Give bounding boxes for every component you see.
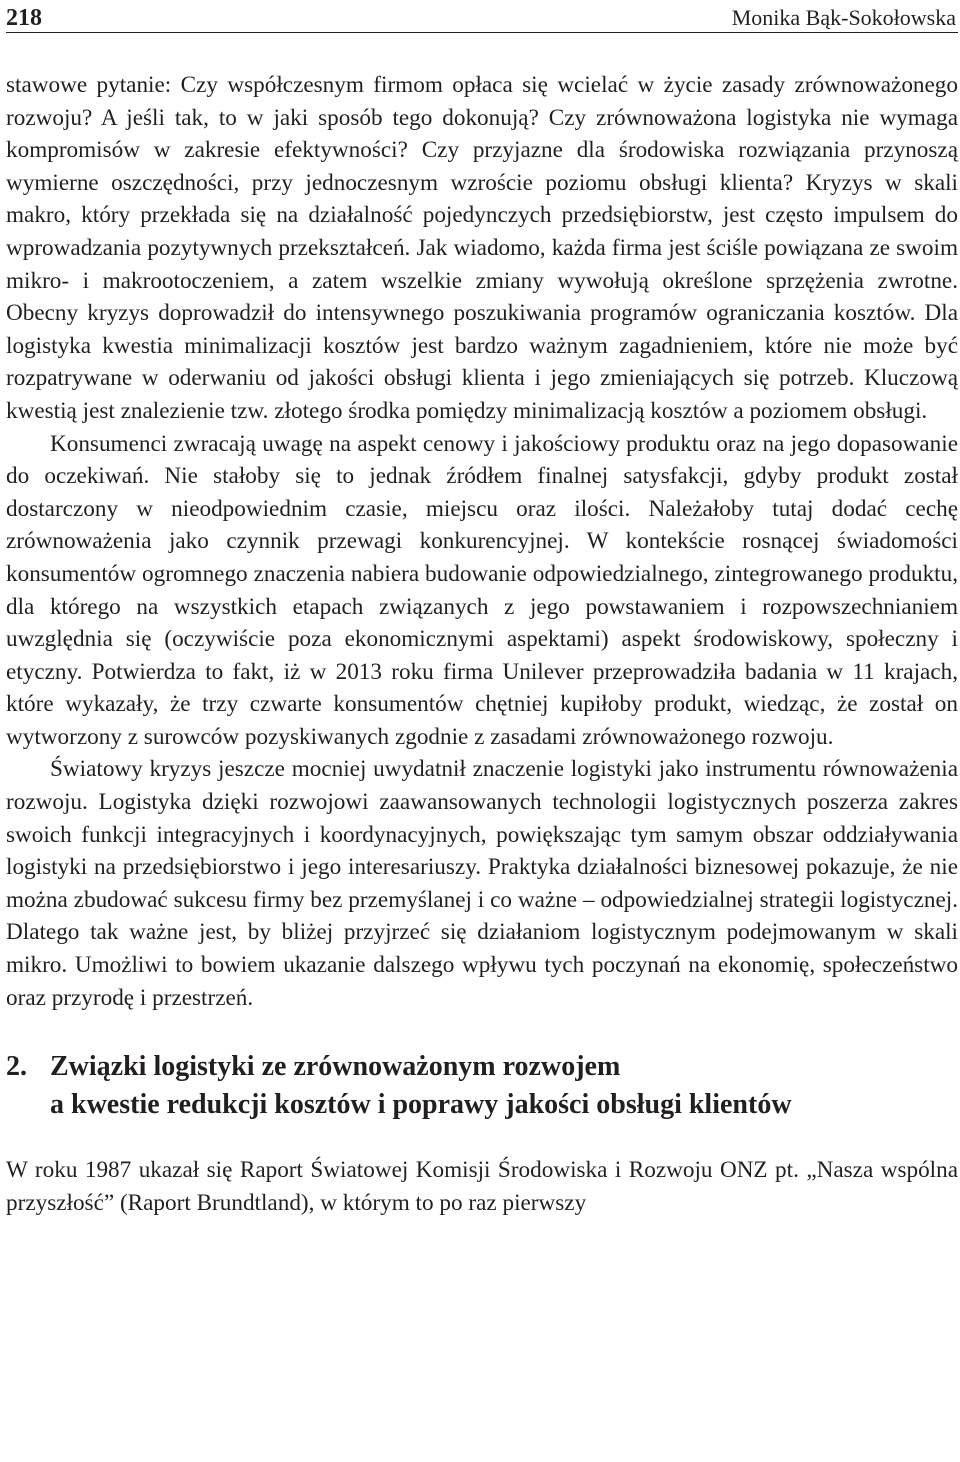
running-author: Monika Bąk-Sokołowska [731,5,956,30]
section-number: 2. [6,1051,27,1083]
page [6,0,958,1219]
section-title-line: a kwestie redukcji kosztów i poprawy jakości obsługi klientów [50,1089,792,1121]
body-text [6,69,958,1219]
paragraph: Konsumenci zwracają uwagę na aspekt cenowy i jakościowy produktu oraz na jego dopasowanie do oczekiwań. Nie stałoby się to jednak źródłem finalnej satysfakcji, gdyby produkt został dostarczony w nieodpowiednim czasie, miejscu oraz ilości. Należałoby tutaj dodać cechę zrównoważenia jako czynnik przewagi konkurencyjnej. W kontekście rosnącej świadomości konsumentów ogromnego znaczenia nabiera budowanie odpowiedzialnego, zintegrowanego produktu, dla którego na wszystkich etapach związanych z jego powstawaniem i rozpowszechnianiem uwzględnia się (oczywiście poza ekonomicznymi aspektami) aspekt środowiskowy, społeczny i etyczny. Potwierdza to fakt, iż w 2013 roku firma Unilever przeprowadziła badania w 11 krajach, które wykazały, że trzy czwarte konsumentów chętniej kupiłoby produkt, wiedząc, że został on wytworzony z surowców pozyskiwanych zgodnie z zasadami zrównoważonego rozwoju. [6,430,958,750]
page-number: 218 [6,5,42,31]
running-head [6,0,958,33]
section-title-line: Związki logistyki ze zrównoważonym rozwojem [50,1051,621,1083]
paragraph: Światowy kryzys jeszcze mocniej uwydatnił znaczenie logistyki jako instrumentu równoważenia rozwoju. Logistyka dzięki rozwojowi zaawansowanych technologii logistycznych poszerza zakres swoich funkcji integracyjnych i koordynacyjnych, powiększając tym samym obszar oddziaływania logistyki na przedsiębiorstwo i jego interesariuszy. Praktyka działalności biznesowej pokazuje, że nie można zbudować sukcesu firmy bez przemyślanej i co ważne – odpowiedzialnej strategii logistycznej. Dlatego tak ważne jest, by bliżej przyjrzeć się działaniom logistycznym podejmowanym w skali mikro. Umożliwi to bowiem ukazanie dalszego wpływu tych poczynań na ekonomię, społeczeństwo oraz przyrodę i przestrzeń. [6,756,958,1011]
paragraph: W roku 1987 ukazał się Raport Światowej Komisji Środowiska i Rozwoju ONZ pt. „Nasza wspólna przyszłość” (Raport Brundtland), w którym to po raz pierwszy [6,1157,958,1216]
paragraph: stawowe pytanie: Czy współczesnym firmom opłaca się wcielać w życie zasady zrównoważonego rozwoju? A jeśli tak, to w jaki sposób tego dokonują? Czy zrównoważona logistyka nie wymaga kompromisów w zakresie efektywności? Czy przyjazne dla środowiska rozwiązania przynoszą wymierne oszczędności, przy jednoczesnym wzroście poziomu obsługi klienta? Kryzys w skali makro, który przekłada się na działalność pojedynczych przedsiębiorstw, jest często impulsem do wprowadzania pozytywnych przekształceń. Jak wiadomo, każda firma jest ściśle powiązana ze swoim mikro- i makrootoczeniem, a zatem wszelkie zmiany wywołują określone sprzężenia zwrotne. Obecny kryzys doprowadził do intensywnego poszukiwania programów ograniczania kosztów. Dla logistyka kwestia minimalizacji kosztów jest bardzo ważnym zagadnieniem, które nie może być rozpatrywane w oderwaniu od jakości obsługi klienta i jego zmieniających się potrzeb. Kluczową kwestią jest znalezienie tzw. złotego środka pomiędzy minimalizacją kosztów a poziomem obsługi. [6,72,958,424]
section-title [50,1048,792,1124]
section-heading [6,1048,958,1124]
